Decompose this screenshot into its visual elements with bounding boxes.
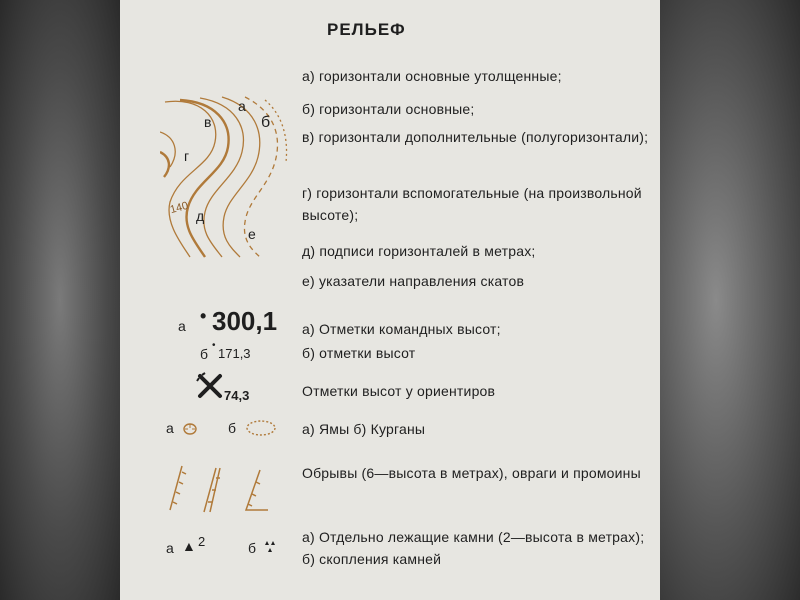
contour-item-b: б) горизонтали основные; <box>302 101 475 117</box>
height-b-letter: б <box>200 346 209 362</box>
stone-cluster-icon <box>262 540 278 554</box>
contour-item-a: а) горизонтали основные утолщенные; <box>302 68 562 84</box>
dot-marker-icon: • <box>200 306 207 326</box>
height-b-value: 171,3 <box>218 346 251 361</box>
contour-illustration <box>160 92 290 262</box>
pits-letter-b: б <box>228 420 237 436</box>
landmark-value: 74,3 <box>224 388 250 403</box>
pits-letter-a: а <box>166 420 174 436</box>
contour-label-g: г <box>184 148 190 164</box>
mound-icon <box>244 418 278 438</box>
contour-item-e: е) указатели направления скатов <box>302 273 525 289</box>
height-a-letter: а <box>178 318 186 334</box>
left-margin-background <box>0 0 120 600</box>
contour-item-d: д) подписи горизонталей в метрах; <box>302 243 536 259</box>
height-a-value: 300,1 <box>212 306 278 336</box>
contour-label-140: 140 <box>168 199 190 217</box>
legend-page <box>120 0 660 600</box>
contour-label-b: б <box>261 114 271 131</box>
height-line-a: а) Отметки командных высот; <box>302 321 501 337</box>
landmark-cross-icon <box>196 372 224 400</box>
stones-value-a: 2 <box>198 534 206 549</box>
cliffs-text: Обрывы (6—высота в метрах), овраги и промоины <box>302 465 641 481</box>
stones-text: а) Отдельно лежащие камни (2—высота в метрах); б) скопления камней <box>302 529 645 567</box>
contour-label-e: е <box>248 226 256 242</box>
height-line-b: б) отметки высот <box>302 345 416 361</box>
contour-label-v: в <box>204 114 212 130</box>
cliff-ravine-icons <box>168 462 278 518</box>
pits-text: а) Ямы б) Курганы <box>302 421 426 437</box>
landmark-text: Отметки высот у ориентиров <box>302 383 496 399</box>
contour-item-v: в) горизонтали дополнительные (полугоризонтали); <box>302 129 649 145</box>
pit-icon <box>182 422 198 436</box>
contour-item-g: г) горизонтали вспомогательные (на произвольной высоте); <box>302 185 642 223</box>
right-margin-background <box>660 0 800 600</box>
small-dot-marker-icon: • <box>212 340 216 351</box>
contour-label-a: а <box>238 98 246 114</box>
contour-label-d: д <box>196 208 205 224</box>
page-title: РЕЛЬЕФ <box>327 20 406 39</box>
stones-letter-b: б <box>248 540 257 556</box>
single-stone-icon: ▲ <box>182 538 196 554</box>
stones-letter-a: а <box>166 540 174 556</box>
